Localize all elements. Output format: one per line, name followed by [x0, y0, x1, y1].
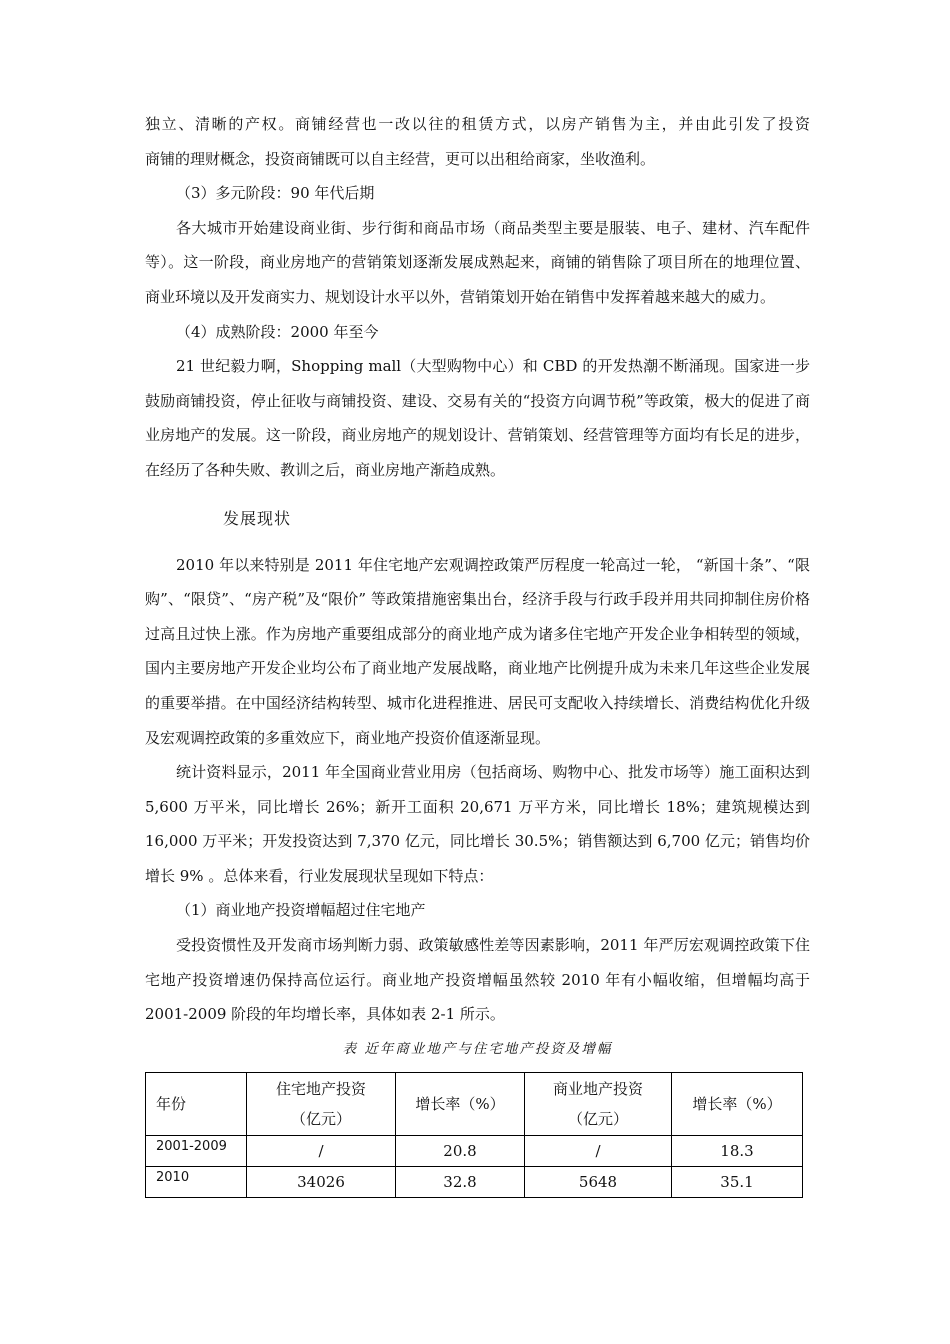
header-commercial-line1: 商业地产投资: [552, 1079, 643, 1098]
document-page: [145, 107, 810, 1198]
paragraph-continuation: 独立、清晰的产权。商铺经营也一改以往的租赁方式，以房产销售为主，并由此引发了投资: [145, 115, 810, 133]
paragraph-continuation-end: 商铺的理财概念，投资商铺既可以自主经营，更可以出租给商家，坐收渔利。: [145, 149, 656, 168]
cell-commercial: 5648: [525, 1166, 672, 1197]
paragraph-stage3: 各大城市开始建设商业街、步行街和商品市场（商品类型主要是服装、电子、建材、汽车配件等）。这一阶段，商业房地产的营销策划逐渐发展成熟起来，商铺的销售除了项目所在的地理位置、商业环境以及开发商实力、规划设计水平以外，营销策划开始在销售中发挥着越来越大的威力。: [145, 218, 810, 306]
cell-commercial: /: [525, 1135, 672, 1166]
header-residential-line2: （亿元）: [290, 1109, 351, 1128]
point1-title: （1）商业地产投资增幅超过住宅地产: [176, 901, 426, 920]
table-row: [146, 1135, 803, 1166]
paragraph-status: 2010 年以来特别是 2011 年住宅地产宏观调控政策严厉程度一轮高过一轮， “新国十条”、“限购”、“限贷”、“房产税”及“限价” 等政策措施密集出台，经济手段与行政手段并用共同抑制住房价格过高且过快上涨。作为房地产重要组成部分的商业地产成为诸多住宅地产开发企业争相转型的领域，国内主要房地产开发企业均公布了商业地产发展战略，商业地产比例提升成为未来几年这些企业发展的重要举措。在中国经济结构转型、城市化进程推进、居民可支配收入持续增长、消费结构优化升级及宏观调控政策的多重效应下，商业地产投资价值逐渐显现。: [145, 555, 810, 747]
stage4-title: （4）成熟阶段：2000 年至今: [176, 322, 379, 341]
header-commercial-growth: 增长率（%）: [672, 1072, 803, 1135]
cell-commercial-growth: 35.1: [672, 1166, 803, 1197]
section-heading: 发展现状: [223, 508, 292, 528]
header-residential-line1: 住宅地产投资: [275, 1079, 366, 1098]
stage3-title: （3）多元阶段：90 年代后期: [176, 184, 375, 203]
cell-year: 2001-2009: [146, 1135, 247, 1166]
cell-residential: 34026: [247, 1166, 396, 1197]
header-residential-growth: 增长率（%）: [396, 1072, 525, 1135]
paragraph-stage4: 21 世纪毅力啊，Shopping mall（大型购物中心）和 CBD 的开发热潮不断涌现。国家进一步鼓励商铺投资，停止征收与商铺投资、建设、交易有关的“投资方向调节税”等政策，极大的促进了商业房地产的发展。这一阶段，商业房地产的规划设计、营销策划、经营管理等方面均有长足的进步，在经历了各种失败、教训之后，商业房地产渐趋成熟。: [145, 357, 810, 479]
header-commercial-investment: [525, 1072, 672, 1135]
cell-commercial-growth: 18.3: [672, 1135, 803, 1166]
cell-residential: /: [247, 1135, 396, 1166]
header-residential-investment: [247, 1072, 396, 1135]
table-row: [146, 1166, 803, 1197]
table-caption: 表 近年商业地产与住宅地产投资及增幅: [342, 1040, 613, 1057]
header-year: 年份: [146, 1072, 247, 1135]
cell-residential-growth: 32.8: [396, 1166, 525, 1197]
paragraph-statistics: 统计资料显示，2011 年全国商业营业用房（包括商场、购物中心、批发市场等）施工面积达到 5,600 万平米，同比增长 26%；新开工面积 20,671 万平方米，同比增长 18%；建筑规模达到 16,000 万平米；开发投资达到 7,370 亿元，同比增长 30.5%；销售额达到 6,700 亿元；销售均价增长 9% 。总体来看，行业发展现状呈现如下特点：: [145, 763, 810, 885]
header-commercial-line2: （亿元）: [567, 1109, 628, 1128]
paragraph-point1: 受投资惯性及开发商市场判断力弱、政策敏感性差等因素影响，2011 年严厉宏观调控政策下住宅地产投资增速仍保持高位运行。商业地产投资增幅虽然较 2010 年有小幅收缩，但增幅均高于 2001-2009 阶段的年均增长率，具体如表 2-1 所示。: [145, 936, 810, 1024]
investment-table: [145, 1072, 803, 1198]
cell-residential-growth: 20.8: [396, 1135, 525, 1166]
table-header-row: [146, 1072, 803, 1135]
cell-year: 2010: [146, 1166, 247, 1197]
